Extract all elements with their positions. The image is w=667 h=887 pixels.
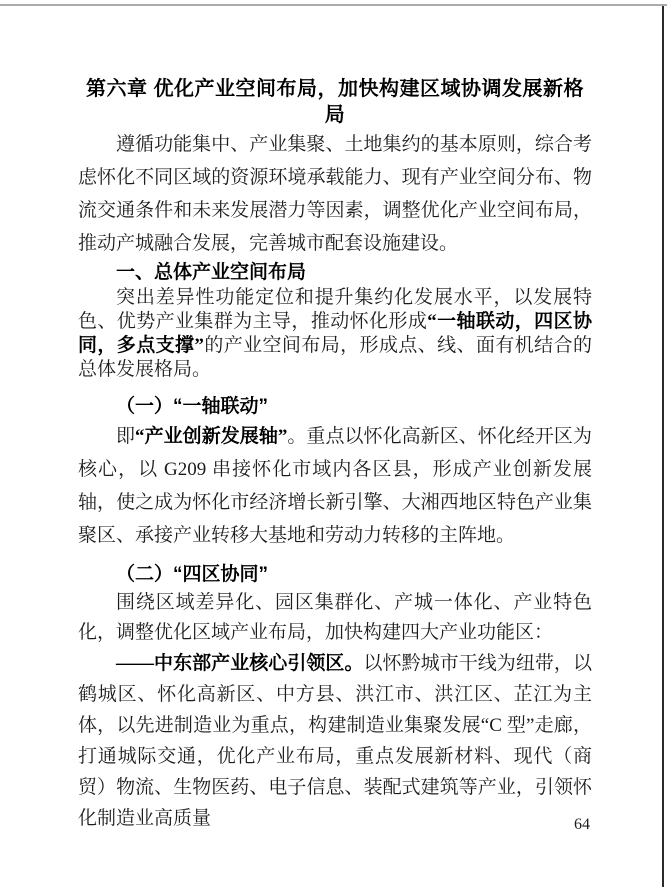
- scan-artifact-right-line: [662, 6, 664, 887]
- intro-paragraph: 遵循功能集中、产业集聚、土地集约的基本原则，综合考虑怀化不同区域的资源环境承载能力、现有产业空间分布、物流交通条件和未来发展潜力等因素，调整优化产业空间布局，推动产城融合发展，完善城市配套设施建设。: [78, 134, 592, 254]
- bold-phrase-central-eastern-zone: ——中东部产业核心引领区。: [116, 653, 364, 674]
- one-axis-paragraph: [78, 420, 592, 552]
- text-run: 。重点以怀化高新区、怀化经开区为核心，以 G209 串接怀化市域内各区县，形成产业创新发展轴，使之成为怀化市经济增长新引擎、大湘西地区特色产业集聚区、承接产业转移大基地和劳动力转移的主阵地。: [78, 426, 592, 546]
- text-run: 的产业空间布局，形成点、线、面有机结合的总体发展格局。: [78, 335, 592, 380]
- four-zones-lead-paragraph: 围绕区域差异化、园区集群化、产城一体化、产业特色化，调整优化区域产业布局，加快构建四大产业功能区：: [78, 592, 592, 643]
- section-heading-overall-layout: 一、总体产业空间布局: [116, 262, 307, 283]
- bold-phrase-industry-innovation-axis: “产业创新发展轴”: [135, 426, 288, 447]
- central-eastern-zone-paragraph: [78, 648, 592, 834]
- scan-artifact-top-line: [0, 4, 667, 6]
- text-run: 突出差异性功能定位和提升集约化发展水平，以发展特色、优势产业集群为主导，推动怀化形成: [78, 287, 592, 332]
- overall-layout-paragraph: [78, 286, 592, 382]
- bold-phrase-one-axis-four-zones: “一轴联动，四区协同，多点支撑”: [78, 311, 592, 356]
- chapter-title: 第六章 优化产业空间布局，加快构建区域协调发展新格局: [85, 78, 585, 126]
- text-run: 以怀黔城市干线为纽带，以鹤城区、怀化高新区、中方县、洪江市、洪江区、芷江为主体，以先进制造业为重点，构建制造业集聚发展“C 型”走廊，打通城际交通，优化产业布局，重点发展新材料、现代（商贸）物流、生物医药、电子信息、装配式建筑等产业，引领怀化制造业高质量: [78, 653, 592, 829]
- subsection-heading-one-axis: （一）“一轴联动”: [116, 396, 269, 417]
- page-content: [78, 76, 592, 834]
- page-number: 64: [574, 816, 590, 833]
- text-run: 即: [116, 426, 136, 447]
- subsection-heading-four-zones: （二）“四区协同”: [116, 564, 269, 585]
